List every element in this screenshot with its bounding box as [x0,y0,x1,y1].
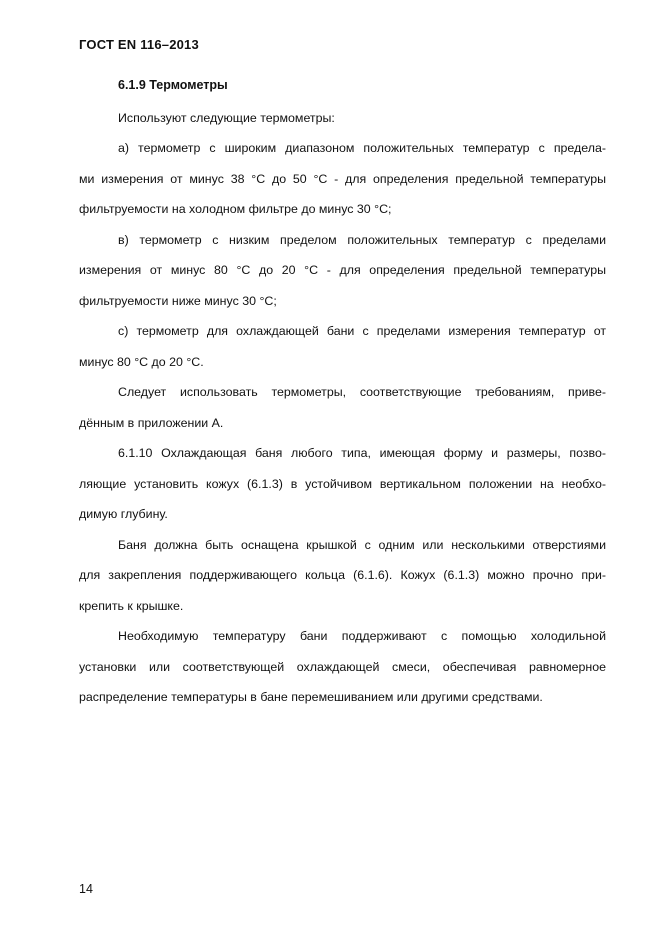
text-line: димую глубину. [79,507,168,521]
text-line: ми измерения от минус 38 °С до 50 °С - для определения предельной температуры [79,172,606,186]
text-line: распределение температуры в бане перемешиванием или другими средствами. [79,690,543,704]
text-line: с) термометр для охлаждающей бани с пределами измерения температур от [118,324,606,338]
page-number: 14 [79,882,93,896]
text-line: ляющие установить кожух (6.1.3) в устойчивом вертикальном положении на необхо- [79,477,606,491]
text-line: измерения от минус 80 °С до 20 °С - для определения предельной температуры [79,263,606,277]
section-title: 6.1.9 Термометры [118,78,228,92]
text-line: Необходимую температуру бани поддерживают с помощью холодильной [118,629,606,643]
text-line: минус 80 °С до 20 °С. [79,355,204,369]
text-line: дённым в приложении А. [79,416,224,430]
text-line: для закрепления поддерживающего кольца (6.1.6). Кожух (6.1.3) можно прочно при- [79,568,606,582]
text-line: фильтруемости ниже минус 30 °С; [79,294,277,308]
text-line: Используют следующие термометры: [118,111,335,125]
text-line: Баня должна быть оснащена крышкой с одним или несколькими отверстиями [118,538,606,552]
text-line: фильтруемости на холодном фильтре до минус 30 °С; [79,202,392,216]
text-line: Следует использовать термометры, соответствующие требованиям, приве- [118,385,606,399]
text-line: 6.1.10 Охлаждающая баня любого типа, имеющая форму и размеры, позво- [118,446,606,460]
text-line: крепить к крышке. [79,599,184,613]
text-line: в) термометр с низким пределом положительных температур с пределами [118,233,606,247]
text-line: а) термометр с широким диапазоном положительных температур с предела- [118,141,606,155]
text-line: установки или соответствующей охлаждающей смеси, обеспечивая равномерное [79,660,606,674]
document-header: ГОСТ EN 116–2013 [79,37,199,52]
